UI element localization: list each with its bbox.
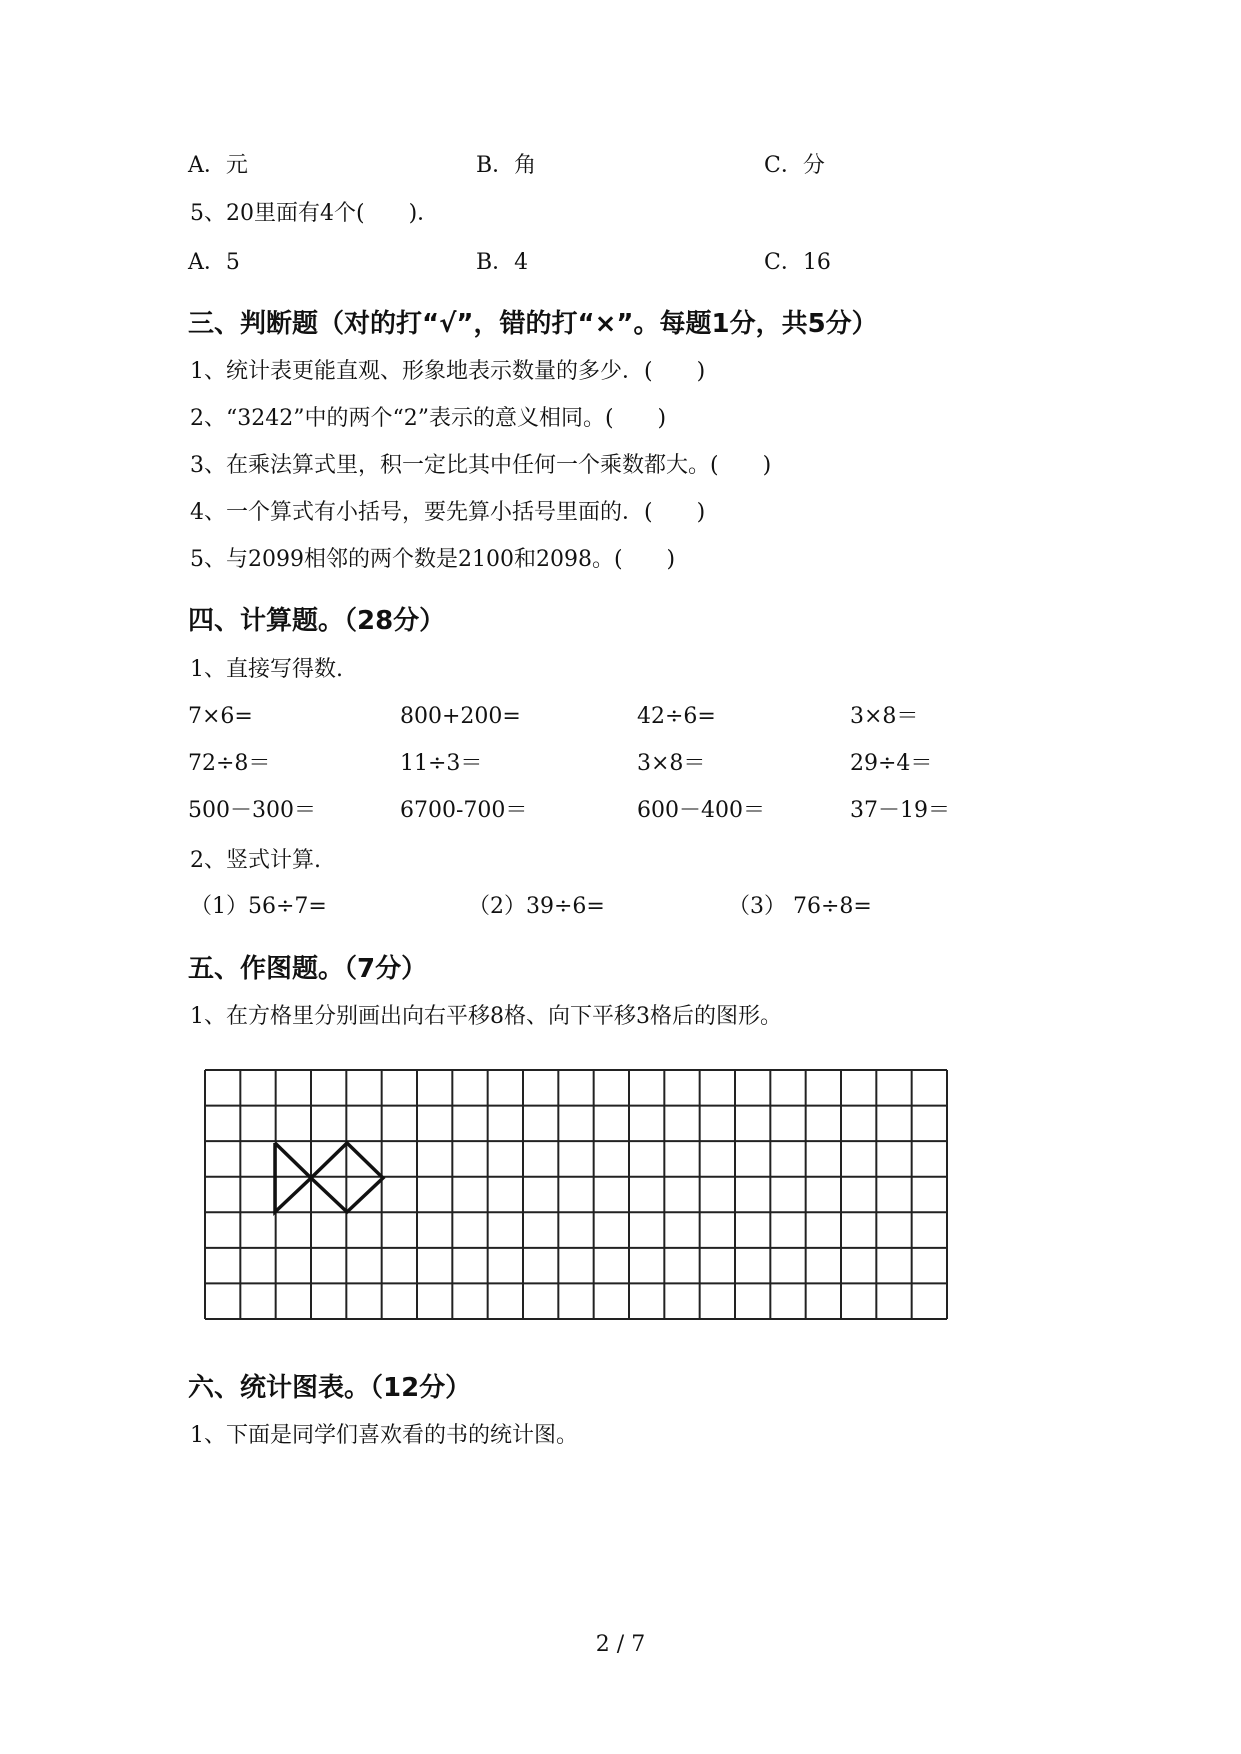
section5-sub1: 1、在方格里分别画出向右平移8格、向下平移3格后的图形。 [190,1004,782,1029]
section3-title: 三、判断题（对的打“√”，错的打“×”。每题1分，共5分） [188,309,878,339]
judge-item-4: 4、一个算式有小括号，要先算小括号里面的．( ) [190,500,706,525]
section6-sub1: 1、下面是同学们喜欢看的书的统计图。 [190,1423,578,1448]
section4-title: 四、计算题。（28分） [188,606,446,636]
vertical-calc-2: （2）39÷6= [468,894,605,919]
calc-cell: 42÷6= [637,704,716,729]
calc-cell: 500－300＝ [188,798,316,823]
judge-item-2: 2、“3242”中的两个“2”表示的意义相同。( ) [190,406,667,431]
vertical-calc-3: （3） 76÷8= [728,894,872,919]
calc-cell: 3×8＝ [850,704,919,729]
calc-cell: 11÷3＝ [400,751,483,776]
q4-option-c: C．分 [764,153,825,178]
calc-cell: 72÷8＝ [188,751,271,776]
calc-cell: 3×8＝ [637,751,706,776]
section4-sub1: 1、直接写得数. [190,657,343,682]
judge-item-3: 3、在乘法算式里，积一定比其中任何一个乘数都大。( ) [190,453,772,478]
q4-option-a: A．元 [188,153,248,178]
section6-title: 六、统计图表。（12分） [188,1373,472,1403]
q5-question: 5、20里面有4个( )． [190,201,440,226]
calc-cell: 7×6= [188,704,253,729]
calc-cell: 6700-700＝ [400,798,528,823]
q5-option-c: C．16 [764,250,831,275]
page-number: 2 / 7 [595,1632,646,1657]
calc-cell: 29÷4＝ [850,751,933,776]
grid-lines [205,1070,947,1319]
judge-item-1: 1、统计表更能直观、形象地表示数量的多少．( ) [190,359,706,384]
q5-option-a: A．5 [188,250,240,275]
calc-cell: 600－400＝ [637,798,765,823]
section5-title: 五、作图题。（7分） [188,954,428,984]
calc-cell: 37－19＝ [850,798,950,823]
drawing-grid [203,1068,950,1321]
calc-cell: 800+200= [400,704,521,729]
q4-option-b: B．角 [476,153,537,178]
vertical-calc-1: （1）56÷7= [190,894,327,919]
judge-item-5: 5、与2099相邻的两个数是2100和2098。( ) [190,547,676,572]
q5-option-b: B．4 [476,250,529,275]
section4-sub2: 2、竖式计算. [190,848,321,873]
